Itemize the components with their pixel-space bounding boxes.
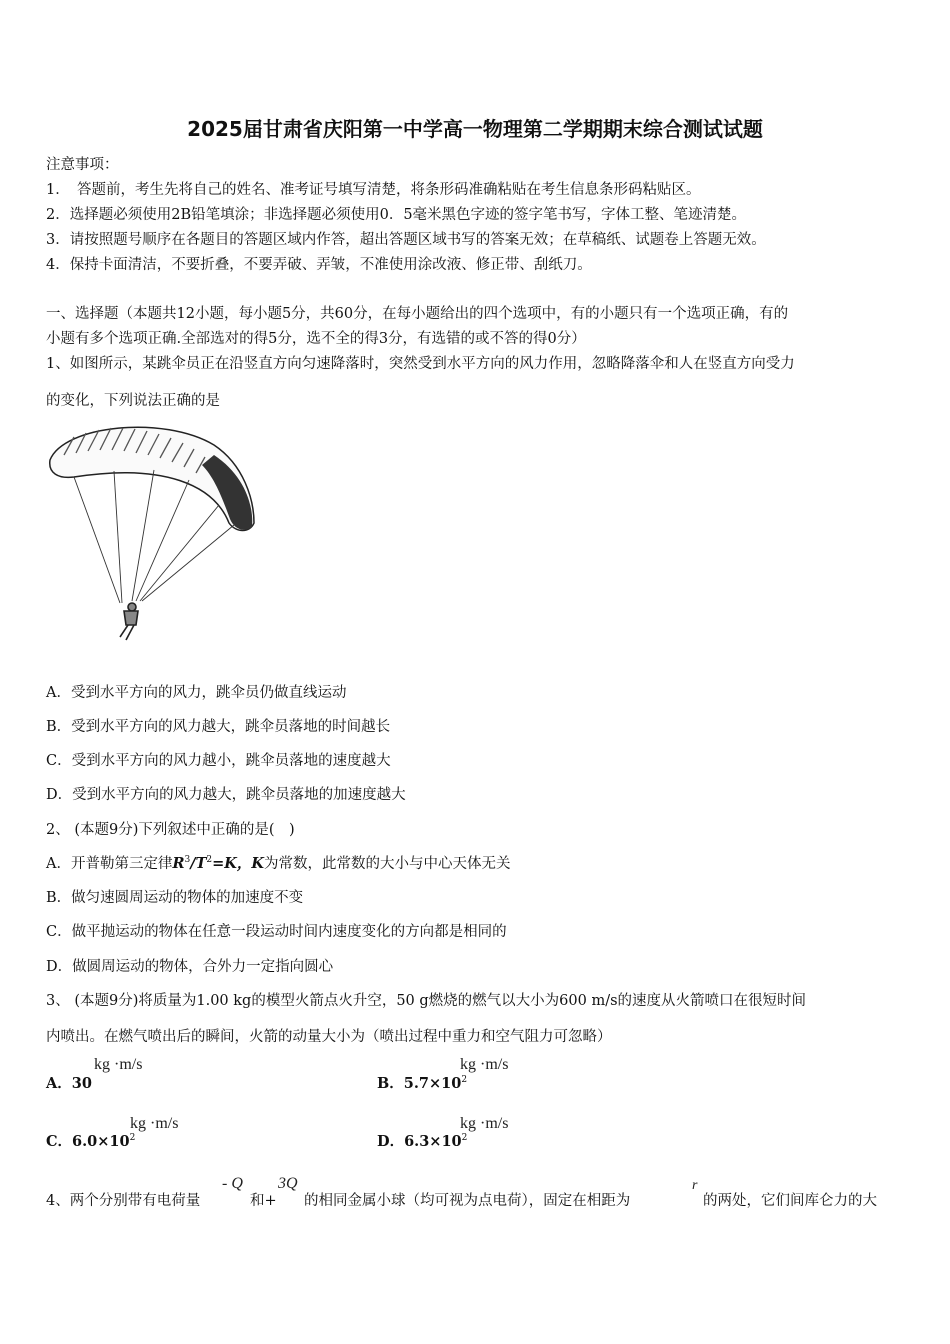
q1-stem: 的变化，下列说法正确的是: [46, 393, 220, 409]
q3-unit-b: kg ·m/s: [460, 1056, 509, 1073]
formula-k: =K，: [212, 855, 252, 872]
symbol-k: K: [251, 855, 264, 872]
q4-distance-r: r: [692, 1178, 698, 1193]
q1-option-b[interactable]: B．受到水平方向的风力越大，跳伞员落地的时间越长: [46, 719, 391, 735]
q2-stem: 2、 (本题9分)下列叙述中正确的是( ): [46, 822, 295, 838]
skydiver: [120, 603, 138, 640]
notice-item: 3．请按照题号顺序在各题目的答题区域内作答，超出答题区域书写的答案无效；在草稿纸、试题卷上答题无效。: [46, 232, 766, 248]
notice-item: 1． 答题前，考生先将自己的姓名、准考证号填写清楚，将条形码准确粘贴在考生信息条形码粘贴区。: [46, 182, 701, 198]
q3-option-a[interactable]: A．30: [46, 1075, 92, 1092]
q4-charge-neg: - Q: [222, 1175, 243, 1192]
q4-mid: 的相同金属小球（均可视为点电荷），固定在相距为: [304, 1193, 631, 1209]
q3-option-d[interactable]: D．$6.3\times 10^2$: [377, 1133, 468, 1150]
formula-t: /T: [190, 855, 207, 872]
q2-option-c[interactable]: C．做平抛运动的物体在任意一段运动时间内速度变化的方向都是相同的: [46, 924, 507, 940]
notice-heading: 注意事项：: [46, 157, 119, 173]
q1-stem: 1、如图所示，某跳伞员正在沿竖直方向匀速降落时，突然受到水平方向的风力作用，忽略降落伞和人在竖直方向受力: [46, 356, 795, 372]
q4-stem: 4、两个分别带有电荷量: [46, 1193, 201, 1209]
q2-option-d[interactable]: D．做圆周运动的物体，合外力一定指向圆心: [46, 959, 334, 975]
page-title: 2025届甘肃省庆阳第一中学高一物理第二学期期末综合测试试题: [187, 117, 763, 141]
q4-charge-pos: 3Q: [278, 1175, 298, 1192]
q2-a-suffix: 为常数，此常数的大小与中心天体无关: [263, 856, 511, 872]
q2-option-b[interactable]: B．做匀速圆周运动的物体的加速度不变: [46, 890, 304, 906]
q2-a-prefix: A．开普勒第三定律: [46, 856, 173, 872]
q2-option-a[interactable]: [46, 852, 510, 873]
exp-2: 2: [206, 855, 213, 866]
q3-unit-d: kg ·m/s: [460, 1115, 509, 1132]
q4-and: 和+: [250, 1193, 277, 1209]
q1-option-d[interactable]: D．受到水平方向的风力越大，跳伞员落地的加速度越大: [46, 787, 406, 803]
q3-unit-a: kg ·m/s: [94, 1056, 143, 1073]
notice-item: 4．保持卡面清洁，不要折叠，不要弄破、弄皱，不准使用涂改液、修正带、刮纸刀。: [46, 257, 592, 273]
q4-tail: 的两处，它们间库仑力的大: [703, 1193, 877, 1209]
exp-3: 3: [184, 855, 191, 866]
q1-option-c[interactable]: C．受到水平方向的风力越小，跳伞员落地的速度越大: [46, 753, 391, 769]
formula-r: R: [172, 855, 185, 872]
paraglider-figure: [44, 415, 259, 645]
q3-unit-c: kg ·m/s: [130, 1115, 179, 1132]
q1-option-a[interactable]: A．受到水平方向的风力，跳伞员仍做直线运动: [46, 685, 347, 701]
q3-stem: 3、 (本题9分)将质量为1.00 kg的模型火箭点火升空，50 g燃烧的燃气以大小为600 m/s的速度从火箭喷口在很短时间: [46, 993, 807, 1009]
q3-option-c[interactable]: C．$6.0\times 10^2$: [46, 1133, 136, 1150]
notice-item: 2．选择题必须使用2B铅笔填涂；非选择题必须使用0．5毫米黑色字迹的签字笔书写，字体工整、笔迹清楚。: [46, 207, 747, 223]
section-instructions: 小题有多个选项正确.全部选对的得5分，选不全的得3分，有选错的或不答的得0分）: [46, 331, 586, 347]
q3-option-b[interactable]: B．$5.7\times 10^2$: [377, 1075, 468, 1092]
section-instructions: 一、选择题（本题共12小题，每小题5分，共60分，在每小题给出的四个选项中，有的小题只有一个选项正确，有的: [46, 306, 789, 322]
q3-stem: 内喷出。在燃气喷出后的瞬间，火箭的动量大小为（喷出过程中重力和空气阻力可忽略）: [46, 1029, 612, 1045]
